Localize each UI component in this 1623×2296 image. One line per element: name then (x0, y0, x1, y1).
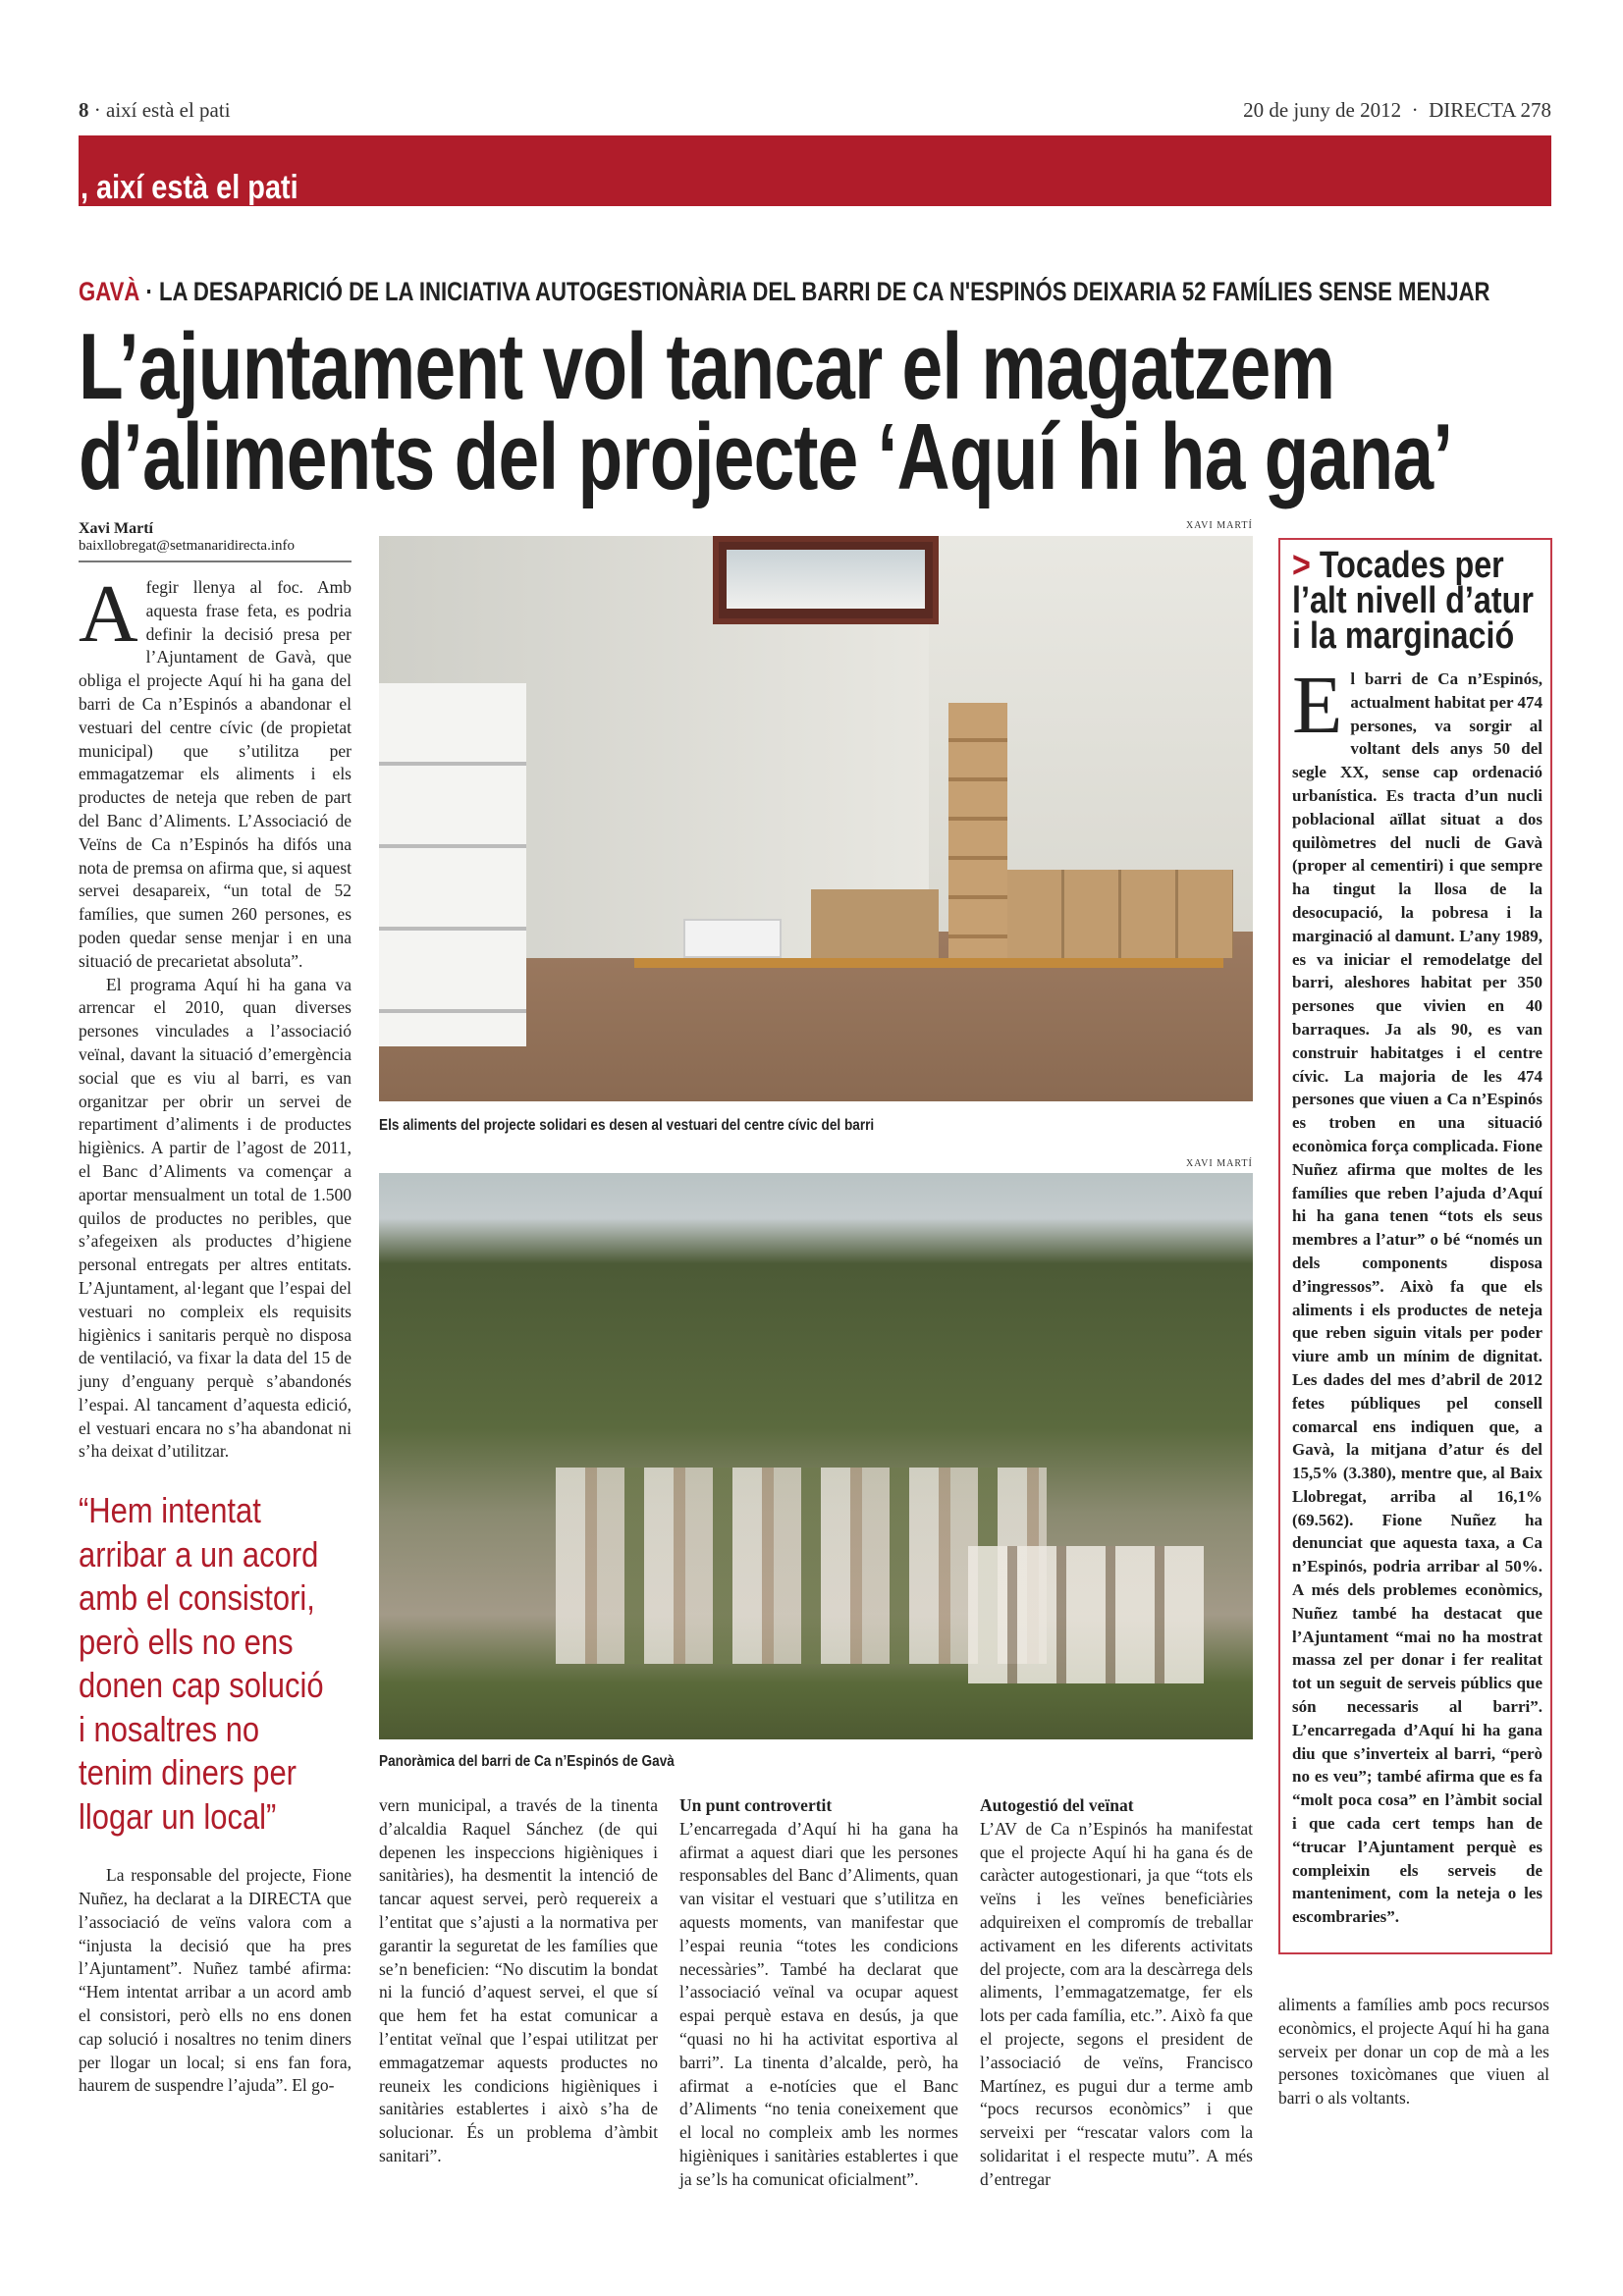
publication-name: DIRECTA 278 (1429, 98, 1551, 122)
byline-author: Xavi Martí (79, 520, 153, 537)
headline-line-1: L’ajuntament vol tancar el magatzem (79, 314, 1335, 419)
drop-cap: A (79, 568, 138, 660)
sidebar-marker: > (1292, 545, 1311, 586)
right-column (1278, 538, 1552, 2110)
headline-line-2: d’aliments del projecte ‘Aquí hi ha gana’ (79, 404, 1453, 509)
sidebar-title (1292, 545, 1535, 657)
photo-caption-2: Panoràmica del barri de Ca n’Espinós de Gavà (379, 1753, 675, 1770)
byline-email[interactable]: baixllobregat@setmanaridirecta.info (79, 538, 295, 554)
section-bar-label: , així està el pati (81, 169, 298, 206)
article-paragraph-5: L’AV de Ca n’Espinós ha manifestat que el projecte Aquí hi ha gana és de caràcter autogestionari, ja que “tots els veïns i les veïnes beneficiàries adquireixen el compromís de treballar activament en les diferents activitats del projecte, com ara la descàrrega dels aliments, l’emmagatzematge, fer els lots per cada família, etc.”. Això fa que el projecte, segons el president de l’associació de veïns, Francisco Martínez, es pugui dur a terme amb “pocs recursos econòmics” i que serveixi per “rescatar valors com la solidaritat i el respecte mutu”. A més d’entregar (980, 1818, 1253, 2189)
sidebar-body (1292, 660, 1542, 1929)
article-column-1 (79, 568, 352, 1464)
kicker-place: GAVÀ (79, 277, 140, 306)
kicker (79, 277, 1490, 307)
photo-neighbourhood-panorama (379, 1173, 1253, 1739)
subhead-self-management: Autogestió del veïnat (980, 1795, 1134, 1815)
article-paragraph-5-cont: aliments a famílies amb pocs recursos econòmics, el projecte Aquí hi ha gana serveix per donar un cop de mà a les persones toxicòmanes que viuen al barri o als voltants. (1278, 1995, 1549, 2109)
article-column-3 (679, 1794, 958, 2192)
left-column (79, 520, 352, 2098)
article-paragraph-2: El programa Aquí hi ha gana va arrencar el 2010, quan diverses persones vinculades a l’associació veïnal, davant la situació d’emergència social que es viu al barri, es van organitzar per obrir un servei de repartiment d’aliments i de productes higiènics. A partir de l’agost de 2011, el Banc d’Aliments va començar a aportar mensualment un total de 1.500 quilos de productes no peribles, que s’afegeixen als productes d’higiene personal entregats per altres entitats. L’Ajuntament, al·legant que l’espai del vestuari no compleix els requisits higiènics i sanitaris perquè no disposa de ventilació, va fixar la data del 15 de juny d’enguany perquè s’abandonés l’espai. Al tancament d’aquesta edició, el vestuari encara no s’ha abandonat ni s’ha deixat d’utilitzar. (79, 974, 352, 1462)
article-column-1b (79, 1864, 352, 2098)
article-paragraph-3: La responsable del projecte, Fione Nuñez, ha declarat a la DIRECTA que l’associació de veïns valora com a “injusta la decisió que ha pres l’Ajuntament”. Nuñez també afirma: “Hem intentat arribar a un acord amb el consistori, però ells no ens donen cap solució i nosaltres no tenim diners per llogar un local; si ens fan fora, haurem de suspendre l’ajuda”. El go- (79, 1865, 352, 2096)
photo-storage-room (379, 536, 1253, 1101)
page-number: 8 (79, 98, 89, 122)
sidebar-text: l barri de Ca n’Espinós, actualment habitat per 474 persones, va sorgir al voltant dels anys 50 del segle XX, sense cap ordenació urbanística. Es tracta d’un nucli poblacional aïllat situat a dos quilòmetres del nucli de Gavà (proper al cementiri) i que sempre ha tingut la llosa de la desocupació, la pobresa i la marginació al damunt. L’any 1989, es va iniciar el remodelatge del barri, aleshores habitat per 350 persones que vivien en 40 barraques. Ja als 90, es van construir habitatges i el centre cívic. La majoria de les 474 persones que viuen a Ca n’Espinós es troben en una situació econòmica força complicada. Fione Nuñez afirma que moltes de les famílies que reben l’ajuda d’Aquí hi ha gana tenen “tots els seus membres a l’atur” o bé “només un dels components disposa d’ingressos”. Això fa que els aliments i els productes de neteja que reben siguin vitals per poder viure amb un mínim de dignitat. Les dades del mes d’abril de 2012 fetes públiques pel consell comarcal ens indiquen que, a Gavà, la mitjana d’atur és del 15,5% (3.380), mentre que, al Baix Llobregat, arriba al 16,1% (69.562). Fione Nuñez ha denunciat que aquesta taxa, a Ca n’Espinós, podria arribar al 50%. A més dels problemes econòmics, Nuñez també ha destacat que l’Ajuntament “mai no ha mostrat massa zel per donar i fer realitat tot un seguit de serveis públics que són necessaris al barri”. L’encarregada d’Aquí hi ha gana diu que s’inverteix al barri, “però no es veu”; també afirma que es fa “molt poca cosa” en l’àmbit social i que cada cert temps han de “trucar l’Ajuntament perquè es compleixin els serveis de manteniment, com la neteja o les escombraries”. (1292, 669, 1542, 1927)
article-paragraph-4: L’encarregada d’Aquí hi ha gana ha afirmat a aquest diari que les persones responsables del Banc d’Aliments, quan van visitar el vestuari que s’utilitza en aquests moments, van manifestar que l’espai reunia “totes les condicions necessàries”. També ha declarat que l’associació veïnal va ocupar aquest espai perquè estava en desús, ja que “quasi no hi ha activitat esportiva al barri”. La tinenta d’alcalde, però, ha afirmat a e-notícies que el Banc d’Aliments “no tenia coneixement que el local no compleix amb les normes higièniques i sanitàries establertes i que ja se’ls ha comunicat oficialment”. (679, 1818, 958, 2189)
sidebar-drop-cap: E (1292, 660, 1343, 751)
issue-info: 20 de juny de 2012 · DIRECTA 278 (1243, 98, 1551, 122)
section-name: així està el pati (106, 98, 231, 122)
article-column-2 (379, 1794, 658, 2168)
section-bar (79, 135, 1551, 206)
article-column-4 (980, 1794, 1253, 2192)
article-paragraph-1: fegir llenya al foc. Amb aquesta frase feta, es podria definir la decisió presa per l’Ajuntament de Gavà, que obliga el projecte Aquí hi ha gana del barri de Ca n’Espinós a abandonar el vestuari del centre cívic (de propietat municipal) que s’utilitza per emmagatzemar els aliments i els productes de neteja que reben de part del Banc d’Aliments. L’Associació de Veïns de Ca n’Espinós ha difós una nota de premsa on afirma que, si aquest servei desapareix, “un total de 52 famílies, que sumen 260 persones, es poden quedar sense menjar i en una situació de precarietat absoluta”. (79, 577, 352, 971)
photo-caption-1: Els aliments del projecte solidari es desen al vestuari del centre cívic del barri (379, 1117, 875, 1134)
subhead-controversial: Un punt controvertit (679, 1795, 833, 1815)
sidebar-title-text: Tocades per l’alt nivell d’atur i la marginació (1292, 545, 1534, 657)
article-column-5 (1278, 1994, 1549, 2110)
page-folio: 8 · així està el pati (79, 98, 231, 122)
byline (79, 520, 352, 562)
kicker-text: · LA DESAPARICIÓ DE LA INICIATIVA AUTOGESTIONÀRIA DEL BARRI DE CA N'ESPINÓS DEIXARIA 52 FAMÍLIES SENSE MENJAR (139, 277, 1490, 306)
issue-date: 20 de juny de 2012 (1243, 98, 1402, 122)
sidebar-box (1278, 538, 1552, 1954)
pull-quote: “Hem intentat arribar a un acord amb el consistori, però ells no ens donen cap solució i nosaltres no tenim diners per llogar un local” (79, 1490, 324, 1837)
article-paragraph-3-cont: vern municipal, a través de la tinenta d’alcaldia Raquel Sánchez (de qui depenen les inspeccions higièniques i sanitàries), ha desmentit la intenció de tancar aquest servei, però requereix a l’entitat que s’ajusti a la normativa per garantir la seguretat de les famílies que se’n beneficien: “No discutim la bondat ni la funció d’aquest servei, el que sí que hem fet ha estat comunicar a l’entitat veïnal que l’espai utilitzat per emmagatzemar aquests productes no reuneix les condicions higièniques i sanitàries establertes i això s’ha de solucionar. És un problema d’àmbit sanitari”. (379, 1795, 658, 2165)
photo-credit-1: XAVI MARTÍ (1186, 520, 1253, 531)
photo-credit-2: XAVI MARTÍ (1186, 1158, 1253, 1169)
